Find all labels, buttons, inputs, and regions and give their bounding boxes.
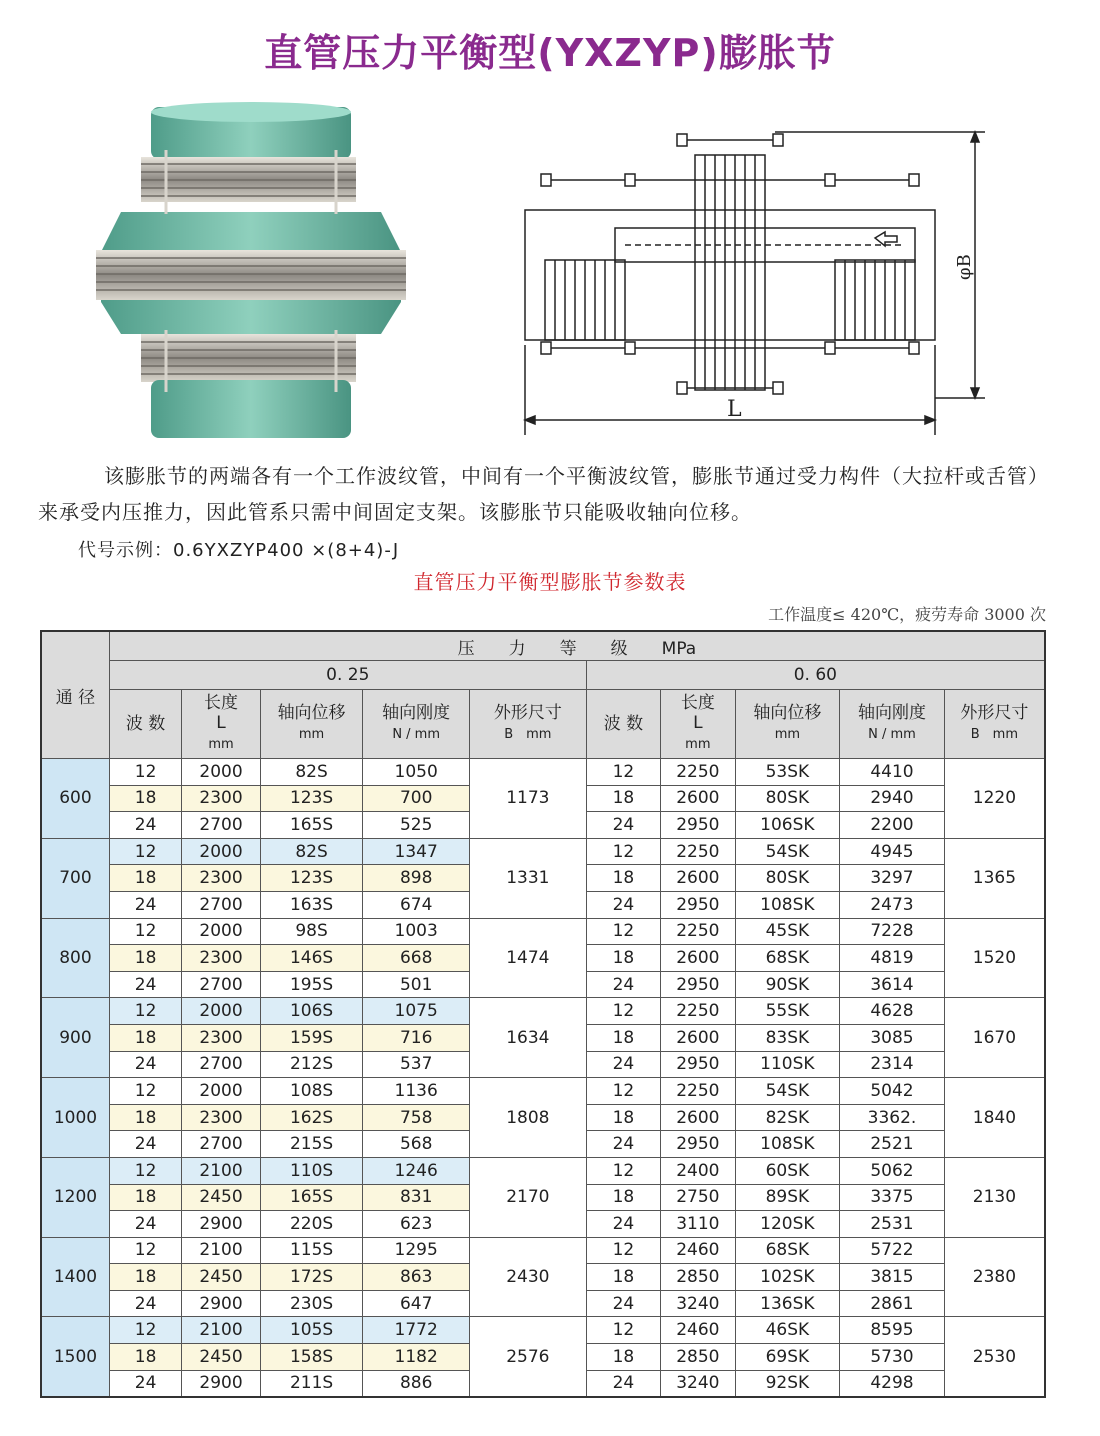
cell-length-a: 2000 bbox=[182, 1078, 260, 1105]
cell-waves-a: 12 bbox=[109, 1237, 181, 1264]
cell-dn: 800 bbox=[41, 918, 109, 998]
cell-waves-a: 24 bbox=[109, 812, 181, 839]
cell-length-b: 2250 bbox=[661, 998, 735, 1025]
cell-stiff-a: 758 bbox=[363, 1104, 470, 1131]
cell-stiff-a: 1136 bbox=[363, 1078, 470, 1105]
cell-length-a: 2000 bbox=[182, 998, 260, 1025]
cell-length-a: 2000 bbox=[182, 918, 260, 945]
cell-stiff-b: 5062 bbox=[840, 1157, 945, 1184]
cell-length-a: 2700 bbox=[182, 1051, 260, 1078]
cell-length-a: 2300 bbox=[182, 1104, 260, 1131]
cell-length-a: 2100 bbox=[182, 1317, 260, 1344]
cell-disp-b: 110SK bbox=[735, 1051, 840, 1078]
parameter-table bbox=[40, 630, 1046, 1398]
col-header-waves: 波 数 bbox=[109, 690, 181, 759]
cell-waves-a: 12 bbox=[109, 918, 181, 945]
cell-length-b: 2850 bbox=[661, 1344, 735, 1371]
cell-disp-b: 80SK bbox=[735, 785, 840, 812]
col-header-dn: 通 径 bbox=[41, 631, 109, 759]
cell-dn: 900 bbox=[41, 998, 109, 1078]
cell-waves-b: 24 bbox=[586, 1131, 660, 1158]
cell-waves-a: 24 bbox=[109, 891, 181, 918]
cell-size-b: 2130 bbox=[944, 1157, 1045, 1237]
cell-stiff-a: 1050 bbox=[363, 759, 470, 786]
cell-disp-a: 215S bbox=[260, 1131, 363, 1158]
cell-stiff-a: 886 bbox=[363, 1370, 470, 1397]
cell-waves-a: 24 bbox=[109, 971, 181, 998]
cell-waves-a: 12 bbox=[109, 1157, 181, 1184]
cell-stiff-b: 2940 bbox=[840, 785, 945, 812]
cell-waves-b: 12 bbox=[586, 1078, 660, 1105]
cell-length-a: 2900 bbox=[182, 1370, 260, 1397]
cell-disp-b: 69SK bbox=[735, 1344, 840, 1371]
cell-length-b: 2600 bbox=[661, 945, 735, 972]
cell-disp-a: 98S bbox=[260, 918, 363, 945]
cell-disp-a: 146S bbox=[260, 945, 363, 972]
cell-waves-b: 18 bbox=[586, 1104, 660, 1131]
cell-disp-b: 106SK bbox=[735, 812, 840, 839]
cell-size-b: 2530 bbox=[944, 1317, 1045, 1397]
cell-length-b: 3240 bbox=[661, 1290, 735, 1317]
table-title: 直管压力平衡型膨胀节参数表 bbox=[413, 570, 687, 594]
cell-size-a: 2170 bbox=[469, 1157, 586, 1237]
cell-waves-b: 18 bbox=[586, 785, 660, 812]
cell-waves-b: 24 bbox=[586, 1211, 660, 1238]
col-header-waves: 波 数 bbox=[586, 690, 660, 759]
cell-disp-a: 230S bbox=[260, 1290, 363, 1317]
cell-length-b: 2850 bbox=[661, 1264, 735, 1291]
cell-waves-a: 18 bbox=[109, 1264, 181, 1291]
cell-length-a: 2700 bbox=[182, 971, 260, 998]
cell-stiff-b: 3815 bbox=[840, 1264, 945, 1291]
table-row bbox=[41, 998, 1045, 1025]
cell-disp-a: 115S bbox=[260, 1237, 363, 1264]
cell-disp-a: 123S bbox=[260, 785, 363, 812]
cell-length-b: 2400 bbox=[661, 1157, 735, 1184]
cell-stiff-b: 4819 bbox=[840, 945, 945, 972]
cell-disp-b: 92SK bbox=[735, 1370, 840, 1397]
cell-length-b: 2250 bbox=[661, 1078, 735, 1105]
table-note: 工作温度≤ 420℃，疲劳寿命 3000 次 bbox=[768, 605, 1046, 624]
cell-waves-a: 24 bbox=[109, 1370, 181, 1397]
cell-stiff-a: 898 bbox=[363, 865, 470, 892]
cell-length-b: 2460 bbox=[661, 1237, 735, 1264]
cell-length-a: 2700 bbox=[182, 891, 260, 918]
table-row bbox=[41, 1157, 1045, 1184]
cell-disp-b: 53SK bbox=[735, 759, 840, 786]
cell-waves-a: 18 bbox=[109, 1104, 181, 1131]
cell-stiff-b: 2200 bbox=[840, 812, 945, 839]
cell-waves-b: 12 bbox=[586, 1237, 660, 1264]
col-header-axial-disp: 轴向位移 mm bbox=[260, 690, 363, 759]
cell-size-b: 1220 bbox=[944, 759, 1045, 839]
cell-disp-a: 159S bbox=[260, 1024, 363, 1051]
pressure-level-a: 0. 25 bbox=[109, 661, 586, 690]
cell-length-b: 2600 bbox=[661, 785, 735, 812]
cell-stiff-b: 2521 bbox=[840, 1131, 945, 1158]
cell-disp-a: 82S bbox=[260, 838, 363, 865]
cell-stiff-a: 1075 bbox=[363, 998, 470, 1025]
col-header-outer-size: 外形尺寸 B mm bbox=[944, 690, 1045, 759]
cell-waves-a: 18 bbox=[109, 1344, 181, 1371]
cell-waves-b: 24 bbox=[586, 812, 660, 839]
col-header-axial-stiff: 轴向刚度 N / mm bbox=[840, 690, 945, 759]
cell-length-a: 2450 bbox=[182, 1264, 260, 1291]
table-row bbox=[41, 1078, 1045, 1105]
cell-disp-b: 45SK bbox=[735, 918, 840, 945]
cell-length-b: 2950 bbox=[661, 1131, 735, 1158]
cell-size-b: 2380 bbox=[944, 1237, 1045, 1317]
cell-disp-b: 108SK bbox=[735, 891, 840, 918]
cell-length-b: 2250 bbox=[661, 838, 735, 865]
cell-length-b: 2250 bbox=[661, 759, 735, 786]
product-photo bbox=[96, 102, 426, 442]
col-header-axial-stiff: 轴向刚度 N / mm bbox=[363, 690, 470, 759]
cell-disp-a: 123S bbox=[260, 865, 363, 892]
cell-size-a: 1474 bbox=[469, 918, 586, 998]
cell-stiff-b: 2473 bbox=[840, 891, 945, 918]
cell-disp-a: 163S bbox=[260, 891, 363, 918]
cell-waves-a: 12 bbox=[109, 1317, 181, 1344]
cell-stiff-b: 3375 bbox=[840, 1184, 945, 1211]
cell-disp-a: 158S bbox=[260, 1344, 363, 1371]
cell-waves-b: 24 bbox=[586, 1370, 660, 1397]
cell-size-a: 1331 bbox=[469, 838, 586, 918]
cell-stiff-b: 3362. bbox=[840, 1104, 945, 1131]
cell-dn: 1200 bbox=[41, 1157, 109, 1237]
cell-stiff-b: 3297 bbox=[840, 865, 945, 892]
cell-size-b: 1520 bbox=[944, 918, 1045, 998]
cell-disp-b: 82SK bbox=[735, 1104, 840, 1131]
cell-stiff-a: 716 bbox=[363, 1024, 470, 1051]
cell-dn: 1400 bbox=[41, 1237, 109, 1317]
cell-length-a: 2700 bbox=[182, 1131, 260, 1158]
cell-waves-b: 12 bbox=[586, 1157, 660, 1184]
cell-stiff-a: 674 bbox=[363, 891, 470, 918]
cell-dn: 600 bbox=[41, 759, 109, 839]
cell-disp-a: 162S bbox=[260, 1104, 363, 1131]
cell-stiff-a: 568 bbox=[363, 1131, 470, 1158]
cell-stiff-b: 2861 bbox=[840, 1290, 945, 1317]
cell-waves-b: 24 bbox=[586, 1290, 660, 1317]
cell-waves-b: 24 bbox=[586, 971, 660, 998]
cell-length-a: 2300 bbox=[182, 785, 260, 812]
cell-waves-a: 24 bbox=[109, 1131, 181, 1158]
cell-stiff-b: 5730 bbox=[840, 1344, 945, 1371]
cell-disp-b: 136SK bbox=[735, 1290, 840, 1317]
cell-waves-a: 18 bbox=[109, 1024, 181, 1051]
cell-size-a: 2430 bbox=[469, 1237, 586, 1317]
cell-length-a: 2450 bbox=[182, 1184, 260, 1211]
cell-waves-b: 18 bbox=[586, 1184, 660, 1211]
cell-disp-b: 108SK bbox=[735, 1131, 840, 1158]
cell-length-a: 2300 bbox=[182, 1024, 260, 1051]
cell-disp-a: 220S bbox=[260, 1211, 363, 1238]
cell-waves-b: 18 bbox=[586, 945, 660, 972]
cell-stiff-a: 831 bbox=[363, 1184, 470, 1211]
cell-length-a: 2100 bbox=[182, 1237, 260, 1264]
cell-length-a: 2700 bbox=[182, 812, 260, 839]
cell-stiff-a: 700 bbox=[363, 785, 470, 812]
cell-stiff-a: 1182 bbox=[363, 1344, 470, 1371]
cell-stiff-b: 2531 bbox=[840, 1211, 945, 1238]
cell-length-a: 2000 bbox=[182, 838, 260, 865]
cell-stiff-b: 4628 bbox=[840, 998, 945, 1025]
cell-waves-b: 18 bbox=[586, 1264, 660, 1291]
cell-disp-b: 54SK bbox=[735, 1078, 840, 1105]
table-row bbox=[41, 1237, 1045, 1264]
cell-stiff-a: 1246 bbox=[363, 1157, 470, 1184]
description: 该膨胀节的两端各有一个工作波纹管，中间有一个平衡波纹管，膨胀节通过受力构件（大拉杆或舌管）来承受内压推力，因此管系只需中间固定支架。该膨胀节只能吸收轴向位移。 bbox=[38, 464, 1049, 524]
cell-disp-b: 55SK bbox=[735, 998, 840, 1025]
cell-stiff-b: 3614 bbox=[840, 971, 945, 998]
col-header-axial-disp: 轴向位移 mm bbox=[735, 690, 840, 759]
cell-length-b: 2600 bbox=[661, 1024, 735, 1051]
cell-length-a: 2900 bbox=[182, 1211, 260, 1238]
cell-waves-b: 12 bbox=[586, 759, 660, 786]
cell-disp-a: 108S bbox=[260, 1078, 363, 1105]
pressure-header: 压 力 等 级 MPa bbox=[109, 631, 1045, 661]
cell-disp-b: 46SK bbox=[735, 1317, 840, 1344]
cell-disp-a: 211S bbox=[260, 1370, 363, 1397]
cell-waves-b: 12 bbox=[586, 998, 660, 1025]
cell-disp-b: 68SK bbox=[735, 1237, 840, 1264]
cell-disp-a: 212S bbox=[260, 1051, 363, 1078]
cell-stiff-b: 3085 bbox=[840, 1024, 945, 1051]
cell-stiff-a: 525 bbox=[363, 812, 470, 839]
cell-stiff-a: 501 bbox=[363, 971, 470, 998]
structure-diagram bbox=[505, 120, 1005, 460]
cell-stiff-a: 863 bbox=[363, 1264, 470, 1291]
cell-disp-b: 102SK bbox=[735, 1264, 840, 1291]
page-title: 直管压力平衡型(YXZYP)膨胀节 bbox=[264, 31, 836, 75]
cell-length-a: 2300 bbox=[182, 865, 260, 892]
cell-length-b: 2250 bbox=[661, 918, 735, 945]
cell-waves-b: 24 bbox=[586, 891, 660, 918]
cell-length-a: 2000 bbox=[182, 759, 260, 786]
cell-waves-b: 24 bbox=[586, 1051, 660, 1078]
cell-waves-a: 18 bbox=[109, 1184, 181, 1211]
cell-length-b: 2950 bbox=[661, 971, 735, 998]
cell-stiff-b: 4298 bbox=[840, 1370, 945, 1397]
cell-waves-a: 12 bbox=[109, 1078, 181, 1105]
cell-waves-a: 12 bbox=[109, 759, 181, 786]
cell-size-b: 1670 bbox=[944, 998, 1045, 1078]
cell-stiff-a: 1295 bbox=[363, 1237, 470, 1264]
cell-disp-b: 89SK bbox=[735, 1184, 840, 1211]
cell-length-b: 2950 bbox=[661, 891, 735, 918]
cell-disp-b: 54SK bbox=[735, 838, 840, 865]
cell-length-b: 2950 bbox=[661, 812, 735, 839]
cell-waves-b: 12 bbox=[586, 1317, 660, 1344]
cell-disp-b: 83SK bbox=[735, 1024, 840, 1051]
cell-stiff-a: 537 bbox=[363, 1051, 470, 1078]
cell-disp-a: 172S bbox=[260, 1264, 363, 1291]
table-row bbox=[41, 918, 1045, 945]
cell-length-b: 2600 bbox=[661, 865, 735, 892]
cell-waves-a: 24 bbox=[109, 1211, 181, 1238]
cell-stiff-a: 668 bbox=[363, 945, 470, 972]
dimension-label-L: L bbox=[727, 397, 742, 422]
cell-waves-a: 24 bbox=[109, 1051, 181, 1078]
cell-length-a: 2100 bbox=[182, 1157, 260, 1184]
cell-stiff-a: 1772 bbox=[363, 1317, 470, 1344]
cell-length-b: 3110 bbox=[661, 1211, 735, 1238]
col-header-outer-size: 外形尺寸 B mm bbox=[469, 690, 586, 759]
table-row bbox=[41, 759, 1045, 786]
dimension-label-B: φB bbox=[954, 254, 975, 280]
col-header-length: 长度 L mm bbox=[661, 690, 735, 759]
code-example: 代号示例：0.6YXZYP400 ×(8+4)-J bbox=[78, 540, 400, 561]
cell-disp-b: 68SK bbox=[735, 945, 840, 972]
cell-stiff-b: 5042 bbox=[840, 1078, 945, 1105]
cell-stiff-a: 1347 bbox=[363, 838, 470, 865]
cell-length-b: 3240 bbox=[661, 1370, 735, 1397]
cell-stiff-b: 2314 bbox=[840, 1051, 945, 1078]
cell-size-a: 2576 bbox=[469, 1317, 586, 1397]
cell-length-a: 2900 bbox=[182, 1290, 260, 1317]
cell-length-b: 2950 bbox=[661, 1051, 735, 1078]
cell-waves-a: 12 bbox=[109, 838, 181, 865]
cell-stiff-b: 8595 bbox=[840, 1317, 945, 1344]
cell-disp-b: 90SK bbox=[735, 971, 840, 998]
cell-disp-a: 106S bbox=[260, 998, 363, 1025]
cell-disp-b: 80SK bbox=[735, 865, 840, 892]
cell-size-b: 1840 bbox=[944, 1078, 1045, 1158]
cell-length-b: 2600 bbox=[661, 1104, 735, 1131]
cell-waves-a: 24 bbox=[109, 1290, 181, 1317]
cell-length-a: 2450 bbox=[182, 1344, 260, 1371]
cell-waves-a: 18 bbox=[109, 785, 181, 812]
cell-waves-a: 12 bbox=[109, 998, 181, 1025]
cell-disp-b: 120SK bbox=[735, 1211, 840, 1238]
cell-stiff-b: 4410 bbox=[840, 759, 945, 786]
cell-waves-b: 18 bbox=[586, 865, 660, 892]
table-row bbox=[41, 1317, 1045, 1344]
cell-length-a: 2300 bbox=[182, 945, 260, 972]
cell-size-a: 1173 bbox=[469, 759, 586, 839]
cell-size-a: 1634 bbox=[469, 998, 586, 1078]
cell-waves-a: 18 bbox=[109, 945, 181, 972]
table-row bbox=[41, 838, 1045, 865]
cell-stiff-b: 7228 bbox=[840, 918, 945, 945]
cell-stiff-a: 623 bbox=[363, 1211, 470, 1238]
cell-waves-a: 18 bbox=[109, 865, 181, 892]
cell-waves-b: 12 bbox=[586, 918, 660, 945]
cell-stiff-a: 647 bbox=[363, 1290, 470, 1317]
cell-disp-a: 195S bbox=[260, 971, 363, 998]
cell-disp-a: 105S bbox=[260, 1317, 363, 1344]
cell-length-b: 2460 bbox=[661, 1317, 735, 1344]
cell-size-b: 1365 bbox=[944, 838, 1045, 918]
col-header-length: 长度 L mm bbox=[182, 690, 260, 759]
cell-dn: 1000 bbox=[41, 1078, 109, 1158]
cell-length-b: 2750 bbox=[661, 1184, 735, 1211]
cell-size-a: 1808 bbox=[469, 1078, 586, 1158]
cell-stiff-b: 5722 bbox=[840, 1237, 945, 1264]
pressure-level-b: 0. 60 bbox=[586, 661, 1045, 690]
cell-waves-b: 18 bbox=[586, 1344, 660, 1371]
cell-disp-a: 165S bbox=[260, 812, 363, 839]
cell-dn: 700 bbox=[41, 838, 109, 918]
cell-disp-a: 165S bbox=[260, 1184, 363, 1211]
cell-dn: 1500 bbox=[41, 1317, 109, 1397]
cell-disp-a: 110S bbox=[260, 1157, 363, 1184]
cell-disp-b: 60SK bbox=[735, 1157, 840, 1184]
cell-stiff-a: 1003 bbox=[363, 918, 470, 945]
cell-waves-b: 12 bbox=[586, 838, 660, 865]
cell-stiff-b: 4945 bbox=[840, 838, 945, 865]
cell-disp-a: 82S bbox=[260, 759, 363, 786]
cell-waves-b: 18 bbox=[586, 1024, 660, 1051]
